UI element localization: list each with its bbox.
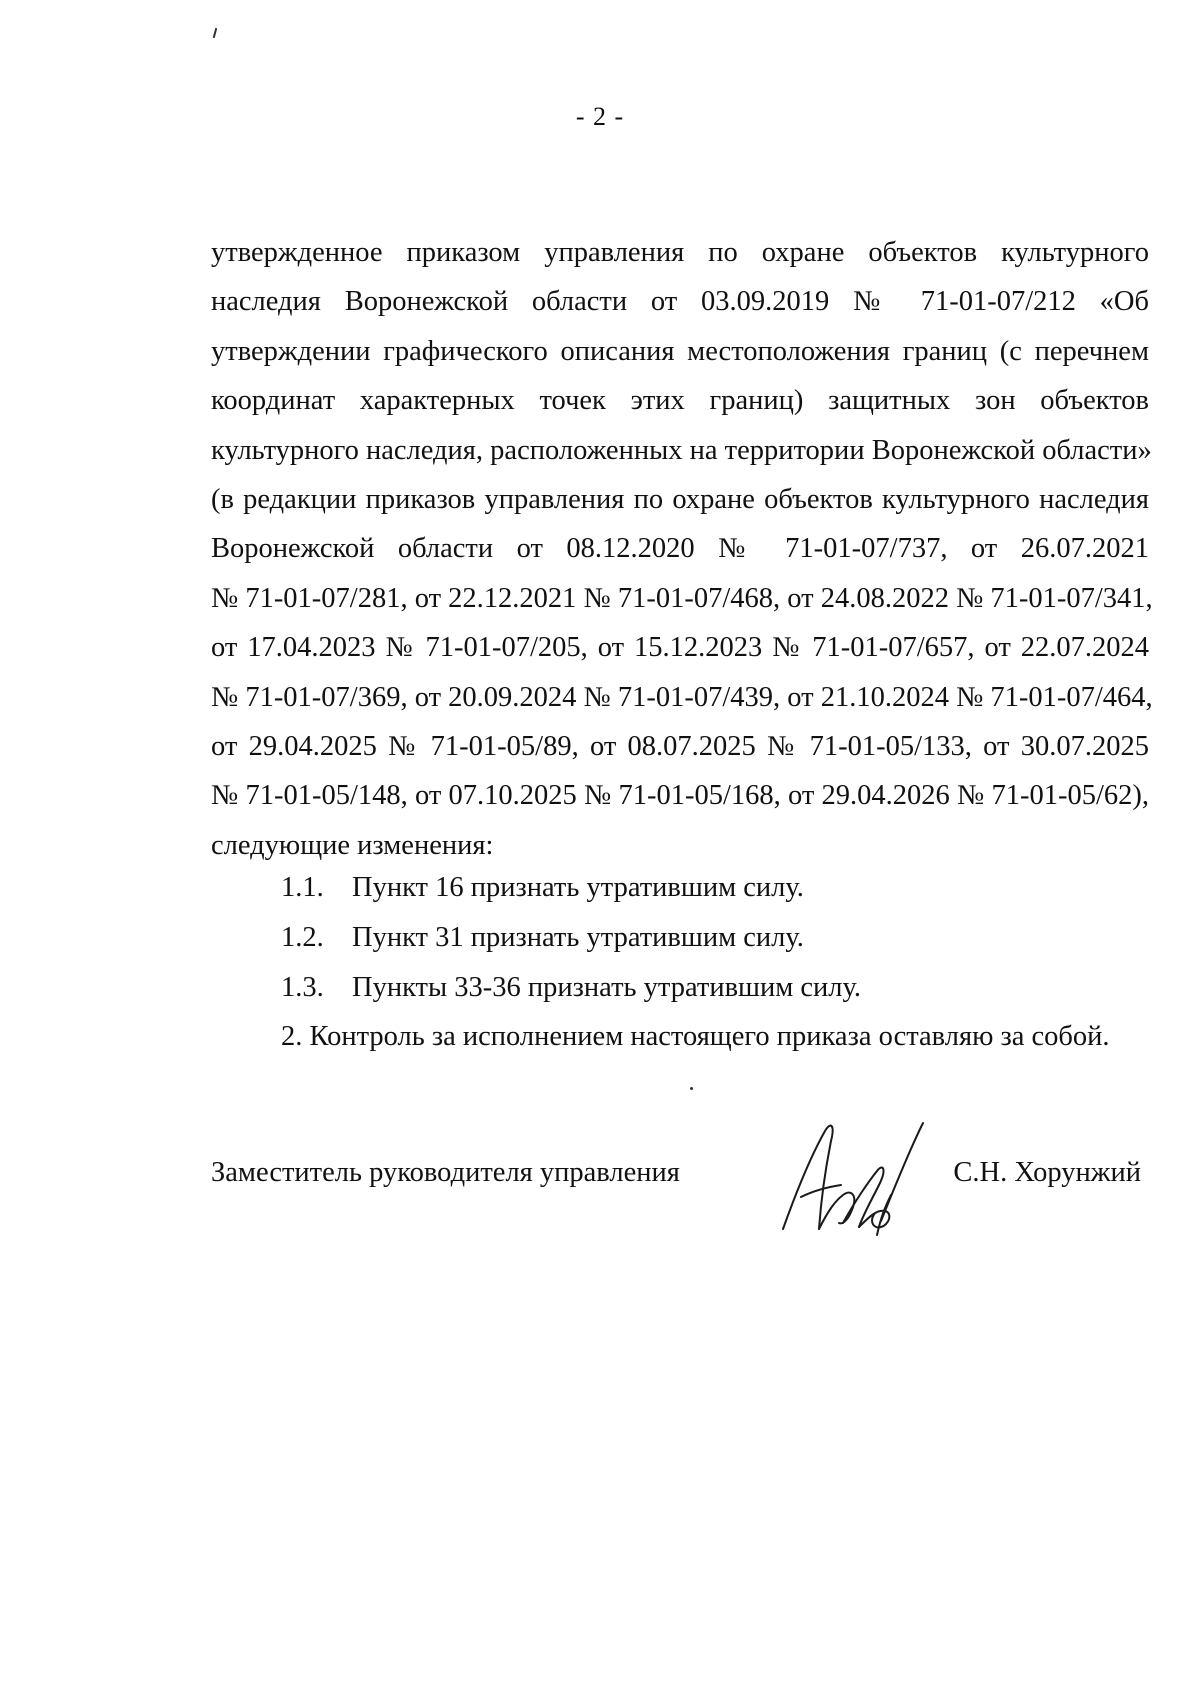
signature-block <box>211 1155 1149 1245</box>
scan-dot <box>690 1087 693 1090</box>
signatory-name: С.Н. Хорунжий <box>953 1157 1141 1188</box>
body-line: от 17.04.2023 № 71-01-07/205, от 15.12.2023 № 71-01-07/657, от 22.07.2024 <box>211 632 1149 664</box>
body-line: утвержденное приказом управления по охране объектов культурного <box>211 237 1149 268</box>
body-line: Воронежской области от 08.12.2020 № 71-01-07/737, от 26.07.2021 <box>211 533 1149 565</box>
body-line: координат характерных точек этих границ) защитных зон объектов <box>211 385 1149 417</box>
order-body-text <box>211 228 1153 870</box>
body-line: № 71-01-07/281, от 22.12.2021 № 71-01-07/468, от 24.08.2022 № 71-01-07/341, <box>211 582 1153 614</box>
list-item-number: 1.3. <box>281 972 324 1003</box>
body-line: (в редакции приказов управления по охране объектов культурного наследия <box>211 483 1149 515</box>
signatory-position: Заместитель руководителя управления <box>211 1157 680 1188</box>
list-item-text: Пункт 31 признать утратившим силу. <box>352 922 804 953</box>
body-line: следующие изменения: <box>211 829 494 861</box>
list-item-text: Пункт 16 признать утратившим силу. <box>352 872 804 903</box>
body-line: утверждении графического описания местоположения границ (с перечнем <box>211 335 1149 367</box>
body-line: наследия Воронежской области от 03.09.2019 № 71-01-07/212 «Об <box>211 286 1149 318</box>
scan-mark <box>213 28 218 38</box>
control-clause: 2. Контроль за исполнением настоящего приказа оставляю за собой. <box>281 1021 1110 1052</box>
body-line: культурного наследия, расположенных на территории Воронежской области» <box>211 434 1152 466</box>
list-item-text: Пункты 33-36 признать утратившим силу. <box>352 972 862 1003</box>
list-item-number: 1.1. <box>281 872 324 903</box>
body-line: № 71-01-07/369, от 20.09.2024 № 71-01-07/439, от 21.10.2024 № 71-01-07/464, <box>211 681 1153 713</box>
handwritten-signature <box>773 1111 933 1251</box>
body-line: от 29.04.2025 № 71-01-05/89, от 08.07.2025 № 71-01-05/133, от 30.07.2025 <box>211 730 1149 762</box>
page-number: - 2 - <box>575 102 625 131</box>
list-item-number: 1.2. <box>281 922 324 953</box>
body-line: № 71-01-05/148, от 07.10.2025 № 71-01-05/168, от 29.04.2026 № 71-01-05/62), <box>211 780 1149 812</box>
